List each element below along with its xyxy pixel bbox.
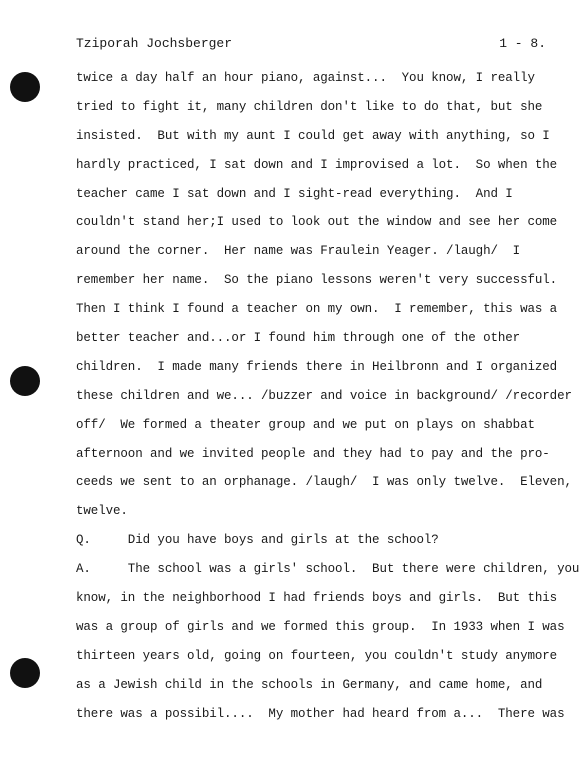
text-line: there was a possibil.... My mother had heard from a... There was (76, 706, 565, 721)
binder-hole-bottom (10, 658, 40, 688)
text-line: teacher came I sat down and I sight-read everything. And I (76, 186, 513, 201)
text-line: better teacher and...or I found him through one of the other (76, 331, 521, 346)
text-line: off/ We formed a theater group and we put on plays on shabbat (76, 417, 535, 432)
text-line: know, in the neighborhood I had friends boys and girls. But this (76, 591, 558, 606)
binder-hole-top (10, 72, 40, 102)
text-line: Then I think I found a teacher on my own. I remember, this was a (76, 302, 558, 317)
text-line: these children and we... /buzzer and voice in background/ /recorder (76, 388, 572, 403)
text-line: ceeds we sent to an orphanage. /laugh/ I was only twelve. Eleven, (76, 475, 572, 490)
text-line: around the corner. Her name was Fraulein Yeager. /laugh/ I (76, 244, 521, 259)
text-line: as a Jewish child in the schools in Germany, and came home, and (76, 677, 543, 692)
text-line: children. I made many friends there in Heilbronn and I organized (76, 359, 558, 374)
text-line: was a group of girls and we formed this group. In 1933 when I was (76, 619, 565, 634)
text-line: thirteen years old, going on fourteen, you couldn't study anymore (76, 648, 558, 663)
text-line: twelve. (76, 504, 128, 519)
interviewee-name: Tziporah Jochsberger (76, 36, 233, 51)
page-header (76, 36, 546, 51)
text-line: remember her name. So the piano lessons weren't very successful. (76, 273, 558, 288)
text-line: twice a day half an hour piano, against... You know, I really (76, 71, 535, 85)
text-line: tried to fight it, many children don't like to do that, but she (76, 99, 543, 114)
page-number: 1 - 8. (499, 36, 546, 51)
binder-hole-middle (10, 366, 40, 396)
text-line: hardly practiced, I sat down and I improvised a lot. So when the (76, 157, 558, 172)
question-line: Q. Did you have boys and girls at the school? (76, 533, 439, 548)
text-line: couldn't stand her;I used to look out the window and see her come (76, 215, 558, 230)
text-line: insisted. But with my aunt I could get away with anything, so I (76, 128, 550, 143)
answer-line: A. The school was a girls' school. But there were children, you (76, 562, 580, 577)
transcript-body (76, 64, 580, 728)
text-line: afternoon and we invited people and they had to pay and the pro- (76, 446, 550, 461)
